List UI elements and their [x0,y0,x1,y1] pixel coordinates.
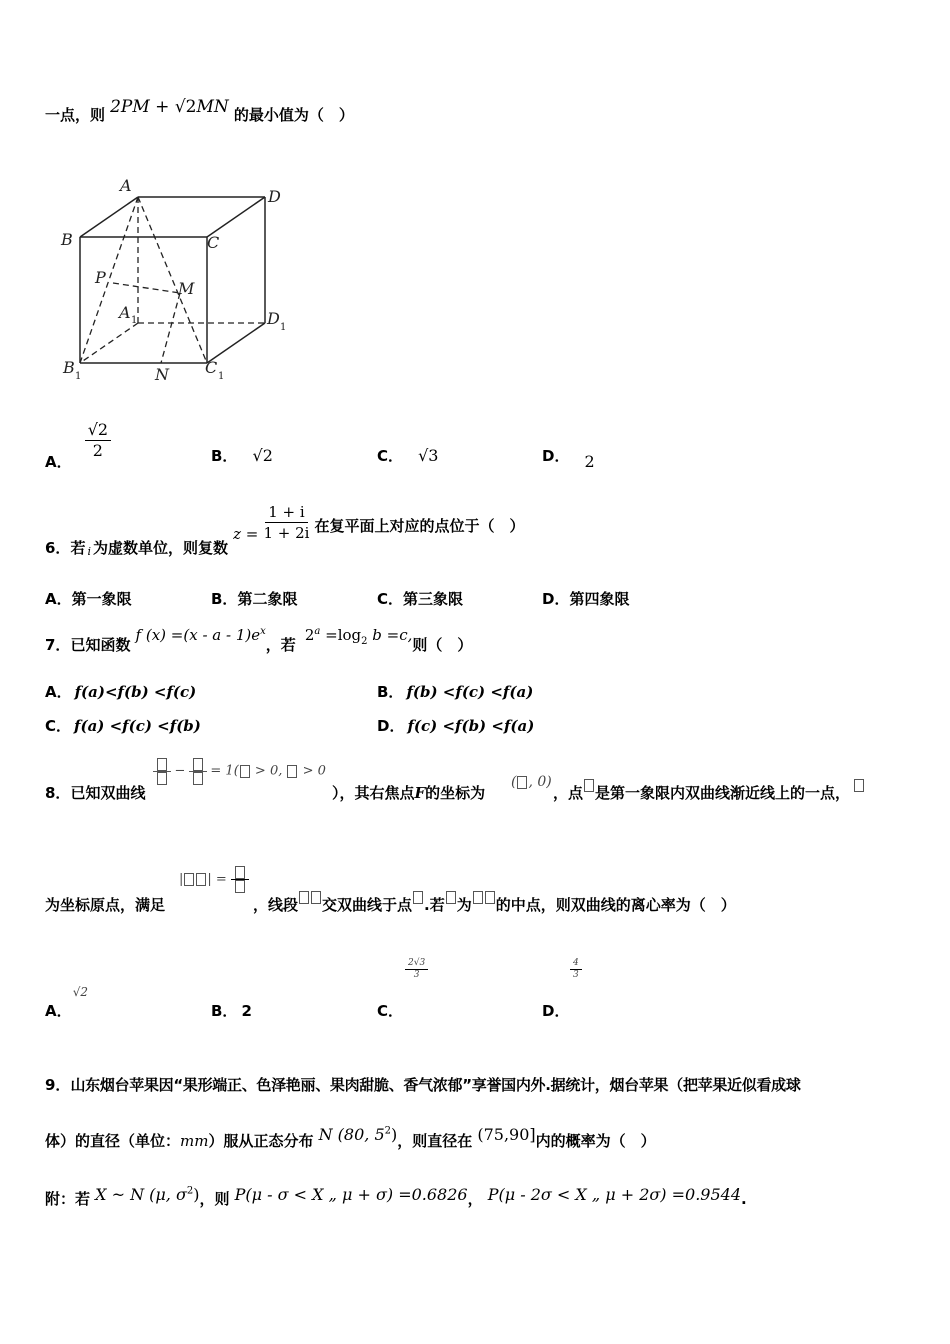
q5-suffix: 的最小值为（ ） [233,106,354,124]
q5-option-b[interactable] [211,445,273,466]
q8-abs-frac [231,866,249,893]
option-value: 2 [584,452,595,471]
option-text: 第二象限 [237,590,298,608]
option-text: 第一象限 [71,590,132,608]
q9-probability-2: P(μ - 2σ < X „ μ + 2σ) =0.9544 [487,1185,742,1204]
option-letter: D． [542,590,570,608]
option-value: √2 [252,446,273,465]
q5-stem [45,97,354,125]
q7-text: 已知函数 [70,636,131,654]
q6-text: 若 [70,539,86,557]
q8-text: ，点 [553,784,584,802]
fraction-denominator: 3 [413,970,420,980]
q8-option-c-fraction [405,958,428,981]
q8-text: 为 [456,896,472,914]
q8-eq-tail: = 1( [210,763,239,779]
option-letter: B． [211,1002,238,1020]
option-text: f(a)<f(b) <f(c) [74,683,197,701]
option-letter: C． [45,717,72,735]
q8-focus-close: , 0) [528,774,552,790]
option-value: √2 [72,985,88,999]
q6-z-equals: z = [233,525,259,543]
q6-text: 为虚数单位，则复数 [92,539,228,557]
q8-abs-eq: | = [207,872,227,887]
q8-cond-b: > 0 [298,763,326,779]
option-value: 2 [241,1002,252,1020]
q7-cond-log: =log [320,626,362,644]
q7-function [136,626,266,644]
fraction-numerator: 1 + i [265,502,307,523]
q8-option-b[interactable] [211,1000,252,1021]
fraction-denominator: 1 + 2i [263,524,310,542]
fraction-numerator: 2√3 [405,958,428,970]
option-letter: C． [377,1002,404,1020]
cube-figure [55,175,305,390]
label-D: D [268,187,281,206]
q6-option-b[interactable] [211,588,297,609]
option-text: f(b) <f(c) <f(a) [406,683,534,701]
q9-separator: ， [467,1190,483,1208]
label-B1: B [63,358,75,377]
label-M: M [178,279,195,298]
q9-xdist-body: X ~ N (μ, σ [95,1185,187,1204]
q9-x-distribution [95,1185,199,1204]
q9-stem-line2 [45,1124,656,1150]
q8-stem-line2 [45,862,915,914]
q9-interval: (75,90] [477,1125,536,1144]
q5-option-a-fraction [85,420,111,461]
q9-stem-line1 [45,1074,801,1095]
option-letter: D． [377,717,405,735]
option-letter: C． [377,590,404,608]
q9-distribution [319,1125,398,1144]
q6-option-c[interactable] [377,588,463,609]
question-number: 6． [45,539,71,557]
q9-text: 附：若 [45,1190,91,1208]
q8-option-a[interactable] [45,980,88,1020]
label-A1-sub: 1 [131,315,138,326]
option-letter: B． [377,683,404,701]
q7-stem [45,624,473,654]
question-number: 9． [45,1076,71,1094]
q7-text: ，若 [265,636,296,654]
q5-expression [110,97,229,117]
fraction-denominator: 3 [573,970,579,980]
q9-probability-1: P(μ - σ < X „ μ + σ) =0.6826 [234,1185,468,1204]
q9-text: 山东烟台苹果因“果形端正、色泽艳丽、果肉甜脆、香气浓郁”享誉国内外.据统计，烟台苹果（把苹果近似看成球 [70,1076,801,1094]
label-B1-sub: 1 [75,371,82,382]
q5-expr-part1: 2PM + [110,97,175,117]
option-text: 第三象限 [403,590,464,608]
label-A1: A [119,303,131,322]
q5-expr-sqrt: √2 [174,97,197,117]
q8-focus-coords [511,774,552,790]
q8-focus-letter: F [414,784,426,802]
q8-text: 为坐标原点，满足 [45,896,166,914]
q8-abs-condition: | | = [179,866,249,893]
q9-stem-line3 [45,1184,747,1208]
option-letter: B． [211,590,238,608]
option-text: f(a) <f(c) <f(b) [74,717,201,735]
q7-cond-base: 2 [304,626,315,644]
q8-text: 已知双曲线 [70,784,146,802]
option-letter: B． [211,447,238,465]
q8-focus-open: ( [511,774,517,790]
option-value: √3 [418,446,439,465]
q9-text: 体）的直径（单位： [45,1132,181,1150]
option-letter: C． [377,447,404,465]
q9-unit: mm [180,1132,209,1150]
question-number: 7． [45,636,71,654]
q9-xdist-exponent: 2 [186,1185,194,1197]
q6-i-symbol: i [87,545,91,558]
q7-option-b[interactable] [377,681,533,702]
q5-option-d[interactable] [542,445,595,471]
option-letter: A． [45,683,72,701]
option-text: f(c) <f(b) <f(a) [407,717,535,735]
q9-xdist-close: ) [193,1185,200,1204]
label-D1-sub: 1 [280,322,287,333]
q7-cond-tail: b =c, [367,626,413,644]
q9-end-period: . [741,1190,747,1208]
q7-option-d[interactable] [377,715,534,736]
q5-option-c[interactable] [377,445,438,466]
q8-text: 是第一象限内双曲线渐近线上的一点， [595,784,851,802]
q7-function-exponent: x [260,626,266,637]
q8-option-d-fraction [570,958,582,981]
q7-function-body: f (x) =(x - a - 1)e [135,626,261,644]
q8-number [45,782,145,803]
option-letter: A． [45,1002,72,1020]
q8-rest-line1 [332,782,485,803]
q9-text: ）服从正态分布 [208,1132,314,1150]
q5-option-a[interactable] [45,420,111,471]
q7-option-a[interactable] [45,681,196,702]
option-letter: A． [45,590,72,608]
label-A: A [120,176,132,195]
q8-text: 的坐标为 [425,784,486,802]
label-P: P [95,268,106,287]
q6-stem [45,502,525,558]
q8-text: .若 [424,896,445,914]
q9-text: 内的概率为（ ） [535,1132,656,1150]
q6-text: 在复平面上对应的点位于（ ） [314,517,525,535]
option-text: 第四象限 [569,590,630,608]
q8-point-text [553,782,865,803]
label-C: C [207,233,220,252]
q8-text: ），其右焦点 [332,784,415,802]
q5-expr-part2: MN [196,97,229,117]
q5-prefix: 一点，则 [45,106,106,124]
q9-dist-exponent: 2 [384,1125,391,1137]
question-number: 8． [45,784,71,802]
q8-text: 交双曲线于点 [322,896,413,914]
q6-fraction [263,502,309,543]
q6-option-d[interactable] [542,588,629,609]
fraction-denominator: 2 [92,441,103,460]
q7-text: 则（ ） [412,636,473,654]
eq-frac-y [189,758,207,785]
eq-frac-x [153,758,171,785]
q7-condition [304,626,413,647]
option-letter: A． [45,453,72,471]
label-C1: C [205,358,218,377]
q6-option-a[interactable] [45,588,132,609]
q7-cond-exponent: a [314,626,321,637]
q8-text: ，线段 [253,896,299,914]
q8-cond-a: > 0, [250,763,287,779]
q7-cond-log-base: 2 [361,636,368,647]
fraction-numerator: √2 [85,420,111,441]
fraction-numerator: 4 [570,958,582,970]
label-N: N [155,365,169,384]
label-C1-sub: 1 [218,371,225,382]
q8-hyperbola-equation: − = 1( > 0, > 0 [153,758,326,785]
q9-dist-body: N (80, 5 [318,1125,385,1144]
label-D1: D [267,309,280,328]
q8-text: 的中点，则双曲线的离心率为（ ） [495,896,736,914]
option-letter: D． [542,1002,570,1020]
q7-option-c[interactable] [45,715,201,736]
q8-line2-rest [253,894,736,915]
option-letter: D． [542,447,570,465]
q9-text: ，则 [199,1190,230,1208]
q9-dist-close: ) [391,1125,398,1144]
label-B: B [61,230,73,249]
q9-text: ，则直径在 [397,1132,473,1150]
